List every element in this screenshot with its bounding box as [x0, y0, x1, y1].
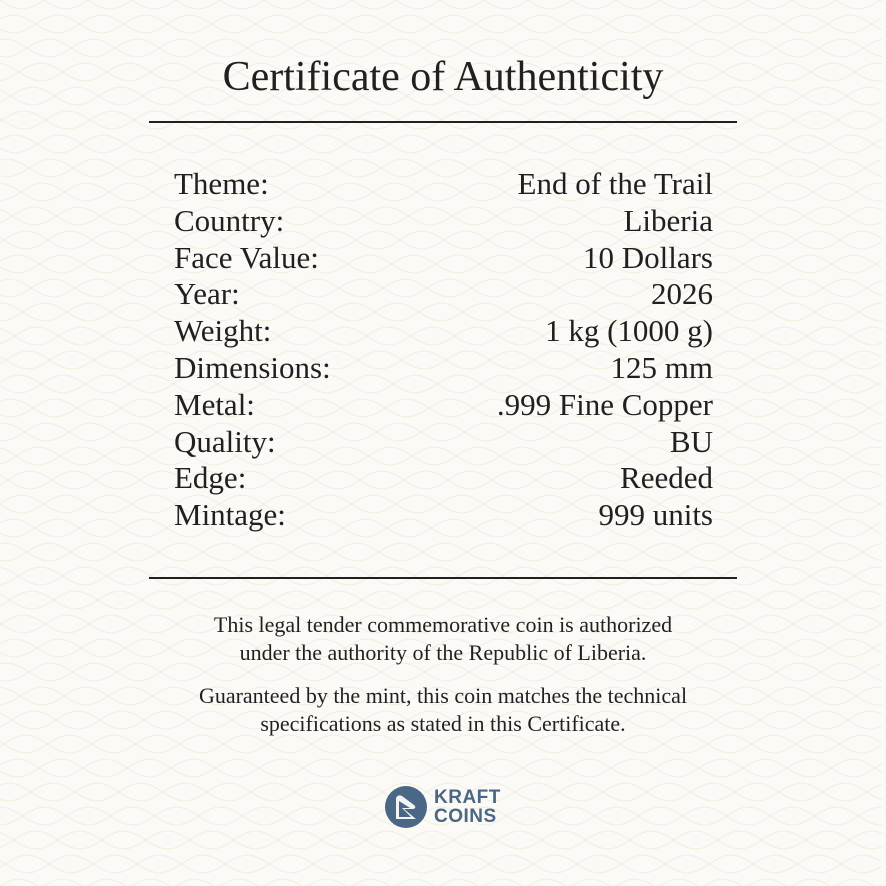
spec-row-edge	[174, 460, 713, 497]
spec-list	[174, 166, 713, 534]
spec-value: End of the Trail	[517, 166, 713, 201]
spec-row-dimensions	[174, 350, 713, 387]
spec-label: Theme:	[174, 166, 269, 201]
spec-value: 125 mm	[610, 349, 713, 385]
spec-row-country	[174, 203, 713, 240]
spec-row-quality	[174, 424, 713, 461]
spec-label: Dimensions:	[174, 349, 331, 385]
spec-row-year	[174, 276, 713, 313]
brand-line: COINS	[434, 806, 497, 827]
brand-logo	[384, 784, 501, 830]
certificate-title: Certificate of Authenticity	[222, 54, 664, 100]
spec-label: Year:	[174, 276, 240, 312]
spec-value: 999 units	[598, 497, 713, 533]
spec-row-theme	[174, 166, 713, 203]
kraft-coins-logo-icon	[384, 785, 428, 829]
spec-label: Metal:	[174, 386, 255, 422]
spec-row-mintage	[174, 497, 713, 534]
statement-line: under the authority of the Republic of Liberia.	[239, 640, 647, 665]
spec-row-face-value	[174, 240, 713, 277]
spec-value: Liberia	[623, 202, 713, 238]
spec-label: Country:	[174, 202, 285, 238]
bottom-divider	[149, 577, 737, 579]
guarantee-statement	[0, 682, 886, 738]
spec-value: BU	[669, 423, 713, 459]
top-divider	[149, 121, 737, 123]
spec-label: Weight:	[174, 313, 272, 349]
spec-value: 1 kg (1000 g)	[545, 313, 713, 349]
spec-row-metal	[174, 387, 713, 424]
spec-row-weight	[174, 313, 713, 350]
spec-label: Quality:	[174, 423, 276, 459]
statement-line: This legal tender commemorative coin is authorized	[213, 612, 673, 637]
legal-tender-statement	[0, 611, 886, 667]
statement-line: specifications as stated in this Certificate.	[260, 711, 626, 736]
brand-line: KRAFT	[434, 787, 501, 808]
spec-value: 10 Dollars	[582, 239, 713, 275]
spec-value: 2026	[651, 276, 713, 312]
spec-label: Mintage:	[174, 497, 286, 533]
statement-line: Guaranteed by the mint, this coin matches the technical	[198, 683, 688, 708]
spec-value: Reeded	[620, 460, 713, 496]
spec-value: .999 Fine Copper	[496, 386, 713, 422]
brand-wordmark	[434, 788, 501, 826]
spec-label: Edge:	[174, 460, 247, 496]
spec-label: Face Value:	[174, 239, 319, 275]
